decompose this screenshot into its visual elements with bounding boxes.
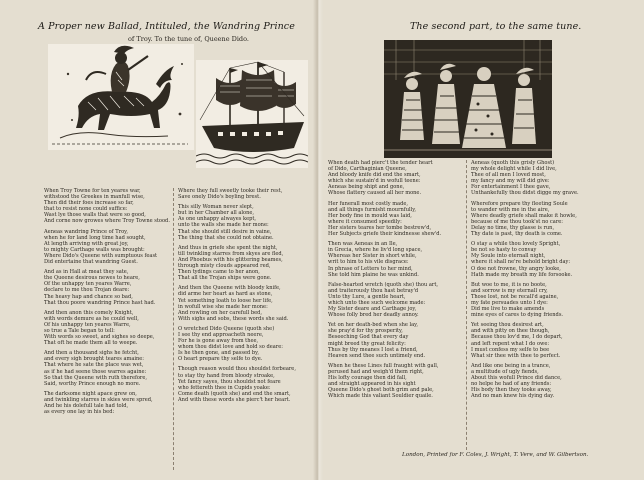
verse-line: because of me thou took'st no care: — [471, 218, 563, 225]
verse-line: and every sigh brought teares amaine: — [44, 356, 145, 363]
right-column-rule — [466, 160, 467, 450]
verse-line: no helpe he had of any friends: — [471, 381, 552, 388]
verse-line: Her sisters teares her tombe bestrew'd, — [328, 224, 432, 231]
verse-line: At length arriving with great joy, — [44, 240, 129, 247]
verse-line: What sir thee with thee to perfect. — [471, 352, 561, 359]
verse-line: My Sister deare and Carthage joy, — [328, 306, 417, 313]
verse-line: Whose flattery caused all her mone. — [328, 190, 422, 197]
verse-line: as if he had seene those warres againe: — [44, 368, 147, 375]
verse-line: might breed thy great felicity: — [328, 340, 406, 347]
verse-line: Because thou lov'd me, I do depart, — [471, 334, 563, 341]
verse-line: she pray'd for thy prosperity, — [328, 328, 403, 335]
left-column-1 — [44, 188, 170, 415]
verse-line: Where deadly griefe shall make it howle, — [471, 212, 577, 219]
verse-line: Unthankefully thou didst digge my grave. — [471, 190, 579, 197]
verse-line: Wast lye those walls that were so good, — [44, 212, 146, 219]
verse-line: The heavy hap and chance so bad, — [44, 293, 133, 300]
verse-line: Did entertaine that wandring Guest. — [44, 259, 138, 266]
verse-line: Aeneas wandring Prince of Troy, — [44, 228, 128, 235]
verse-line: That all the Trojan ships were gone. — [178, 275, 272, 282]
verse-line: and straight appeared in his sight — [328, 381, 416, 388]
verse-line: Heaven send thee such untimely end. — [328, 352, 426, 359]
verse-line: which she sustain'd in wofull teene: — [328, 178, 421, 185]
verse-line: through misty clouds appeared red, — [178, 263, 271, 270]
verse-line: When he these Lines full fraught with gall, — [328, 362, 439, 369]
right-title: The second part, to the same tune. — [410, 21, 582, 32]
verse-line: in wofull wise she made her mone: — [178, 303, 268, 310]
verse-line: But woe to me, it is no boote, — [471, 281, 547, 288]
right-column-2 — [471, 160, 607, 399]
verse-line: Whose folly bred her deadly annoy. — [328, 312, 419, 319]
verse-line: Save onely Dido's boyling brest. — [178, 194, 261, 201]
verse-line: When Troy Towne for ten yeares war, — [44, 188, 141, 194]
verse-line: And with these words she pierc't her heart. — [178, 396, 291, 403]
verse-line: my fate persuades unto I dye: — [471, 299, 548, 306]
verse-line: Then did their foes increase so far, — [44, 200, 134, 207]
verse-line: of Dido, Carthaginian Queene, — [328, 166, 407, 173]
verse-line: to stay thy hand from bloody stroake, — [178, 372, 275, 379]
verse-line: unto the walls she made her mone: — [178, 222, 269, 229]
verse-line: Her body fine in mould was laid, — [328, 212, 412, 219]
verse-line: whom thou didst love and hold so deare: — [178, 344, 283, 351]
verse-line: perused had and weigh'd them right, — [328, 368, 424, 375]
verse-line: And corne now growes where Troy Towne stood. — [44, 218, 170, 225]
verse-line: Which made this valiant Souldier quaile. — [328, 393, 433, 400]
verse-line: I must confess my selfe to bee — [471, 346, 550, 353]
verse-line: His body then they tooke away, — [471, 387, 552, 394]
verse-line: in Grecia, where he liv'd long space, — [328, 247, 423, 254]
verse-line: where it shall ne're behold bright day: — [471, 259, 571, 266]
verse-line: writ to him to his vile disgrace: — [328, 259, 409, 266]
verse-line: till twinkling starres from skyes are fled, — [178, 250, 284, 257]
verse-line: O stay a while thou lovely Spright, — [471, 241, 561, 248]
verse-line: And then anon this comely Knight, — [44, 309, 134, 316]
verse-line: As one unhappy alwayes kept, — [178, 216, 257, 223]
verse-line: Whereas her Sister in short while, — [328, 253, 417, 260]
verse-line: a multitude of ugly fiends, — [471, 368, 539, 375]
dido-scene-illustration — [384, 40, 552, 158]
verse-line: Thus by thy meanes I lost a friend, — [328, 346, 418, 353]
left-subtitle: of Troy. To the tune of, Queene Dido. — [128, 35, 249, 43]
ship-illustration — [196, 60, 308, 168]
verse-line: but in her Chamber all alone, — [178, 210, 255, 217]
verse-line: Wherefore prepare thy fleeting Soule — [471, 200, 568, 207]
verse-line: Queene Dido's ghost both grim and pale, — [328, 387, 434, 394]
verse-line: The darksome night apace grew on, — [44, 390, 137, 397]
verse-line: Of his unhappy ten yeares Warre, — [44, 321, 131, 328]
verse-line: Did me live to make amends — [471, 306, 545, 313]
horseman-illustration — [48, 44, 194, 150]
left-column-2 — [178, 188, 310, 403]
left-column-rule — [173, 188, 174, 470]
verse-line: His lofty courage then did fall, — [328, 375, 407, 381]
verse-line: That she should still desire in vaine, — [178, 228, 272, 235]
verse-line: Yet seeing thou desirest art, — [471, 322, 544, 329]
verse-line: With words so sweet, and sighes so deepe, — [44, 334, 155, 341]
verse-line: For he is gone away from thee, — [178, 338, 259, 345]
verse-line: Her Subjects griefe their kindnesse shew'd. — [328, 231, 442, 238]
verse-line: Those lost, not be recall'd againe, — [471, 293, 559, 300]
verse-line: About this wofull Prince did dance, — [471, 375, 562, 381]
page-fold — [313, 0, 323, 480]
verse-line: and sorrow is my eternall cry, — [471, 287, 548, 294]
verse-line: O heart prepare thy selfe to dye. — [178, 356, 263, 363]
woodcut-horseman — [48, 44, 194, 150]
verse-line: Come death (quoth she) and end the smart, — [178, 390, 291, 397]
left-title: A Proper new Ballad, Intituled, the Wandring Prince — [38, 21, 295, 32]
verse-line: So that the Queene with ruth therefore, — [44, 374, 147, 381]
verse-line: O wretched Dido Queene (quoth she) — [178, 325, 275, 332]
verse-line: which unto thee such welcome made: — [328, 299, 426, 306]
verse-line: Where Dido's Queene with sumptuous feast — [44, 252, 158, 259]
verse-line: as every one lay in his bed: — [44, 409, 115, 416]
verse-line: This silly Woman never slept, — [178, 204, 254, 211]
verse-line: to wander with me in the aire, — [471, 206, 550, 213]
verse-line: Beseeching God that every day — [328, 334, 409, 341]
verse-line: In phrase of Letters to her mind, — [328, 265, 413, 272]
woodcut-dido-scene — [384, 40, 552, 158]
verse-line: did arme her heart as hard as stone, — [178, 291, 273, 298]
verse-line: Her funerall most costly made, — [328, 200, 408, 207]
verse-line: to mighty Carthage walls was brought: — [44, 246, 145, 253]
verse-line: When death had pierc't the tender heart — [328, 160, 433, 166]
verse-line: False-hearted wretch (quoth she) thou art, — [328, 281, 439, 288]
woodcut-ship — [196, 60, 308, 168]
verse-line: O doe not frowne, thy angry looke, — [471, 265, 561, 272]
verse-line: my fancy and my will did give: — [471, 178, 550, 185]
verse-line: the Queene desirous newes to heare, — [44, 275, 140, 282]
verse-line: that to resist none could suffice: — [44, 206, 128, 213]
verse-line: With sighs and sobs, these words she said. — [178, 315, 289, 322]
verse-line: with words demure as he could well, — [44, 315, 139, 322]
verse-line: and all things furnisht mournfully, — [328, 206, 417, 213]
verse-line: Where they full sweetly tooke their rest, — [178, 188, 283, 194]
verse-line: Thee of all men I loved most, — [471, 172, 546, 179]
verse-line: Hath made my breath my life forsooke. — [471, 271, 573, 278]
verse-line: and traiterously thou hast betray'd — [328, 287, 419, 294]
verse-line: Said, worthy Prince enough no more. — [44, 380, 141, 387]
verse-line: That oft he made them all to weepe. — [44, 340, 138, 347]
verse-line: who fettereth thee in Cupids yoake: — [178, 384, 271, 391]
verse-line: Thy date is past, thy death is come. — [471, 231, 563, 238]
verse-line: Yet something loath to loose her life, — [178, 297, 273, 304]
verse-line: And like one being in a trance, — [471, 362, 551, 369]
verse-line: That where he sate the place was wet, — [44, 362, 144, 369]
verse-line: She told him plaine he was unkind. — [328, 271, 419, 278]
verse-line: Aeneas being shipt and gone, — [328, 184, 405, 191]
verse-line: Yet on her death-bed when she lay, — [328, 322, 418, 329]
verse-line: And then a thousand sighs he fetcht, — [44, 350, 139, 357]
verse-line: my whole delight while I did live, — [471, 166, 557, 173]
verse-line: And rowling on her carefull bed, — [178, 309, 262, 316]
verse-line: And no man knew his dying day. — [471, 393, 555, 400]
verse-line: Though reason would thou shouldst forbeare, — [178, 366, 296, 373]
verse-line: For entertainment I thee gave, — [471, 184, 551, 191]
verse-line: Yet fancy sayes, thou shouldst not feare — [178, 378, 281, 385]
verse-line: be not so hasty to convay — [471, 247, 537, 254]
verse-line: And bloody knife did end the smart, — [328, 172, 421, 179]
verse-line: Unto thy Lure, a gentle heart, — [328, 293, 406, 300]
verse-line: And Phoebus with his glittering beames, — [178, 256, 283, 263]
verse-line: declare to me thou Trojan deare: — [44, 287, 130, 294]
verse-line: My Soule into eternall night, — [471, 253, 546, 260]
verse-line: Of the unhappy ten yeares Warre, — [44, 281, 132, 288]
verse-line: Aeneas (quoth this grisly Ghost) — [471, 160, 555, 166]
right-column-1 — [328, 160, 462, 399]
verse-line: Then was Aeneas in an Ile, — [328, 241, 398, 248]
verse-line: And thus in griefe she spent the night, — [178, 244, 278, 251]
verse-line: And he his dolefull tale had told, — [44, 403, 129, 409]
verse-line: and with pitty on thee though, — [471, 328, 550, 335]
verse-line: and left repent what I do owe: — [471, 340, 550, 347]
verse-line: Is he then gone, and passed by, — [178, 350, 259, 357]
verse-line: so true a Tale began to tell: — [44, 327, 115, 334]
verse-line: Then tydings came to her anon, — [178, 269, 260, 276]
verse-line: when he for land long time had sought, — [44, 234, 146, 241]
verse-line: I see thy end approacheth neere, — [178, 331, 264, 338]
verse-line: and twinkling starres in skies were spred, — [44, 396, 153, 403]
verse-line: That thou poore wandring Prince hast had. — [44, 299, 156, 306]
verse-line: And as in Hall at meat they sate, — [44, 269, 129, 276]
verse-line: mine eyes of cares to dying friends. — [471, 312, 564, 319]
printer-imprint: London, Printed for F. Coles, J. Wright, T. Vere, and W. Gilbertson. — [402, 452, 589, 458]
verse-line: Delay no time, thy glasse is run, — [471, 224, 555, 231]
verse-line: withstood the Greekes in manfull wise, — [44, 194, 145, 201]
verse-line: And then the Queene with bloody knife, — [178, 285, 281, 292]
verse-line: where it consumed speedily: — [328, 218, 402, 225]
verse-line: The thing that she could not obtaine. — [178, 234, 274, 241]
